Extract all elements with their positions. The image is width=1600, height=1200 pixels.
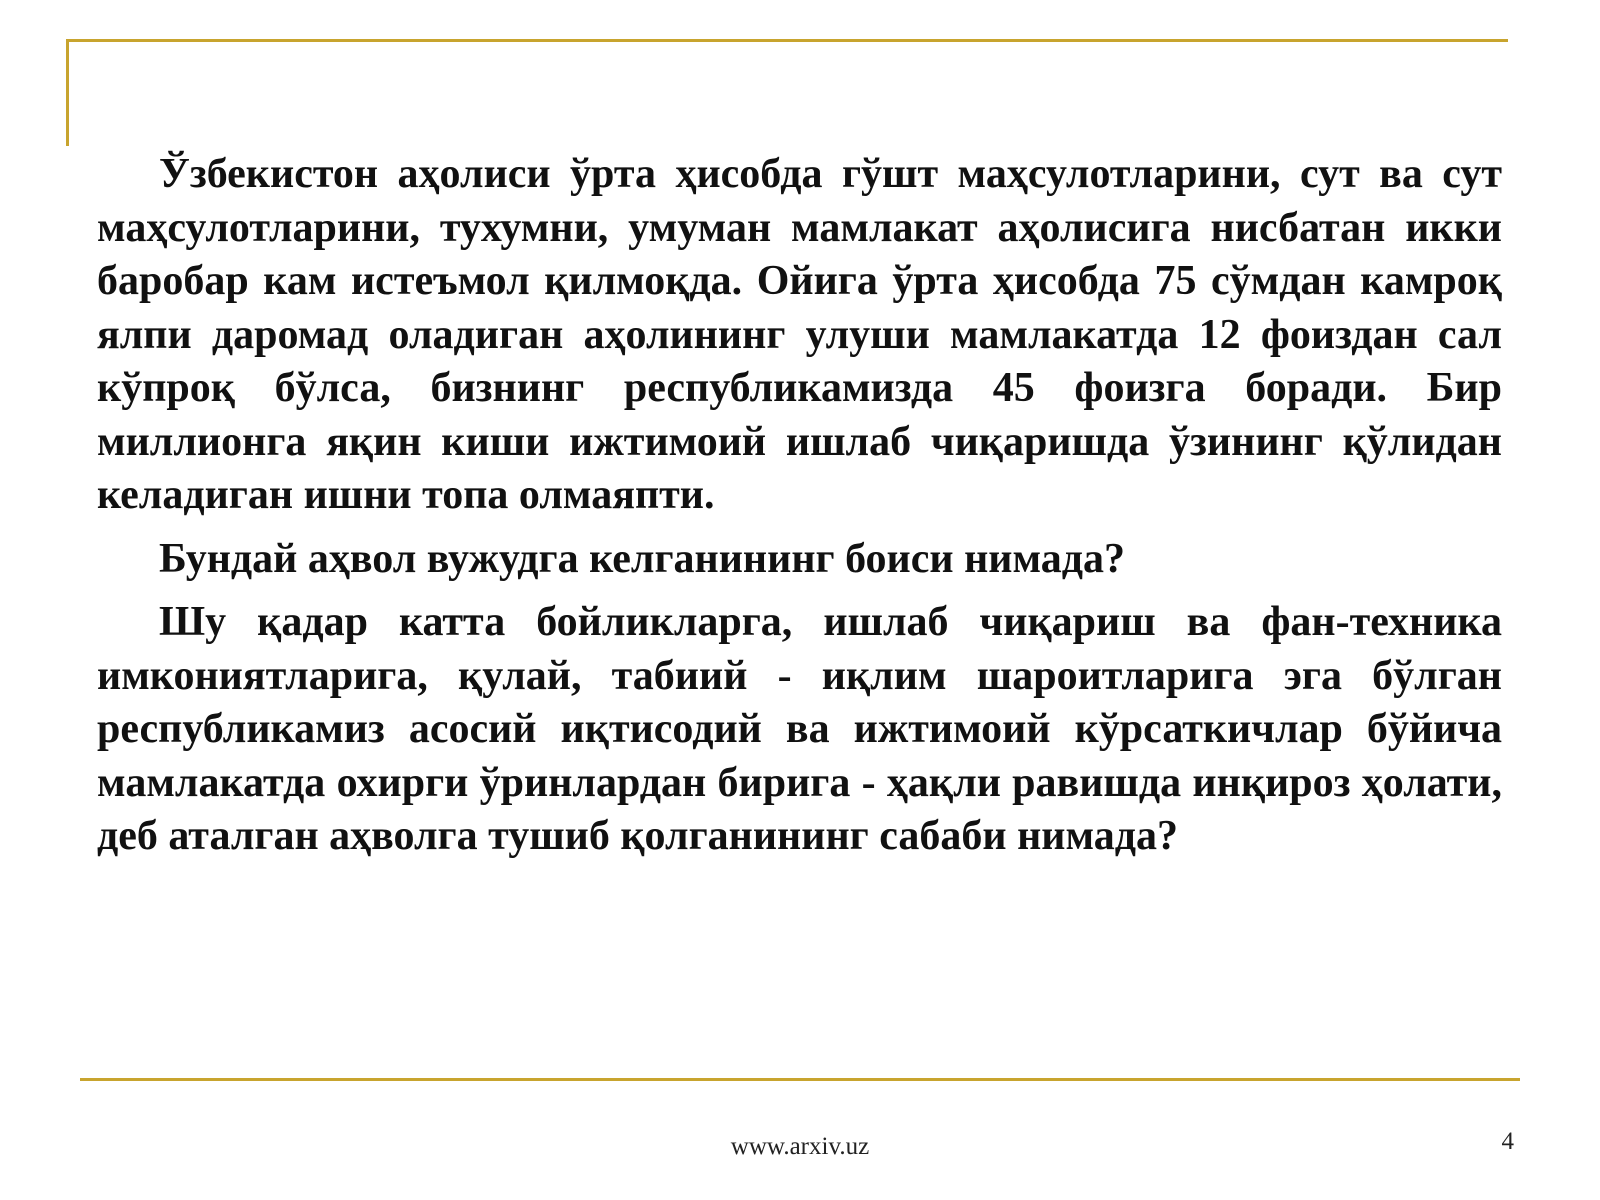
footer-website: www.arxiv.uz (730, 1133, 870, 1160)
bottom-decorative-rule (80, 1078, 1520, 1081)
paragraph-reason: Шу қадар катта бойликларга, ишлаб чиқариш ва фан-техника имкониятларига, қулай, табиий - иқлим шароитларига эга бўлган республикамиз асосий иқтисодий ва ижтимоий кўрсаткичлар бўйича мамлакатда охирги ўринлардан бирига - ҳақли равишда инқироз ҳолати, деб аталган аҳволга тушиб қолганининг сабаби нимада? (97, 599, 1502, 859)
paragraph-question: Бундай аҳвол вужудга келганининг боиси нимада? (159, 535, 1126, 582)
left-decorative-rule (66, 39, 69, 146)
paragraph-consumption: Ўзбекистон аҳолиси ўрта ҳисобда гўшт маҳсулотларини, сут ва сут маҳсулотларини, тухумни, умуман мамлакат аҳолисига нисбатан икки баробар кам истеъмол қилмоқда. Ойига ўрта ҳисобда 75 сўмдан камроқ ялпи даромад оладиган аҳолининг улуши мамлакатда 12 фоиздан сал кўпроқ бўлса, бизнинг республикамизда 45 фоизга боради. Бир миллионга яқин киши ижтимоий ишлаб чиқаришда ўзининг қўлидан келадиган ишни топа олмаяпти. (97, 151, 1502, 518)
slide-body-text (97, 148, 1502, 874)
top-decorative-rule (66, 39, 1508, 42)
page-number: 4 (1501, 1128, 1514, 1155)
